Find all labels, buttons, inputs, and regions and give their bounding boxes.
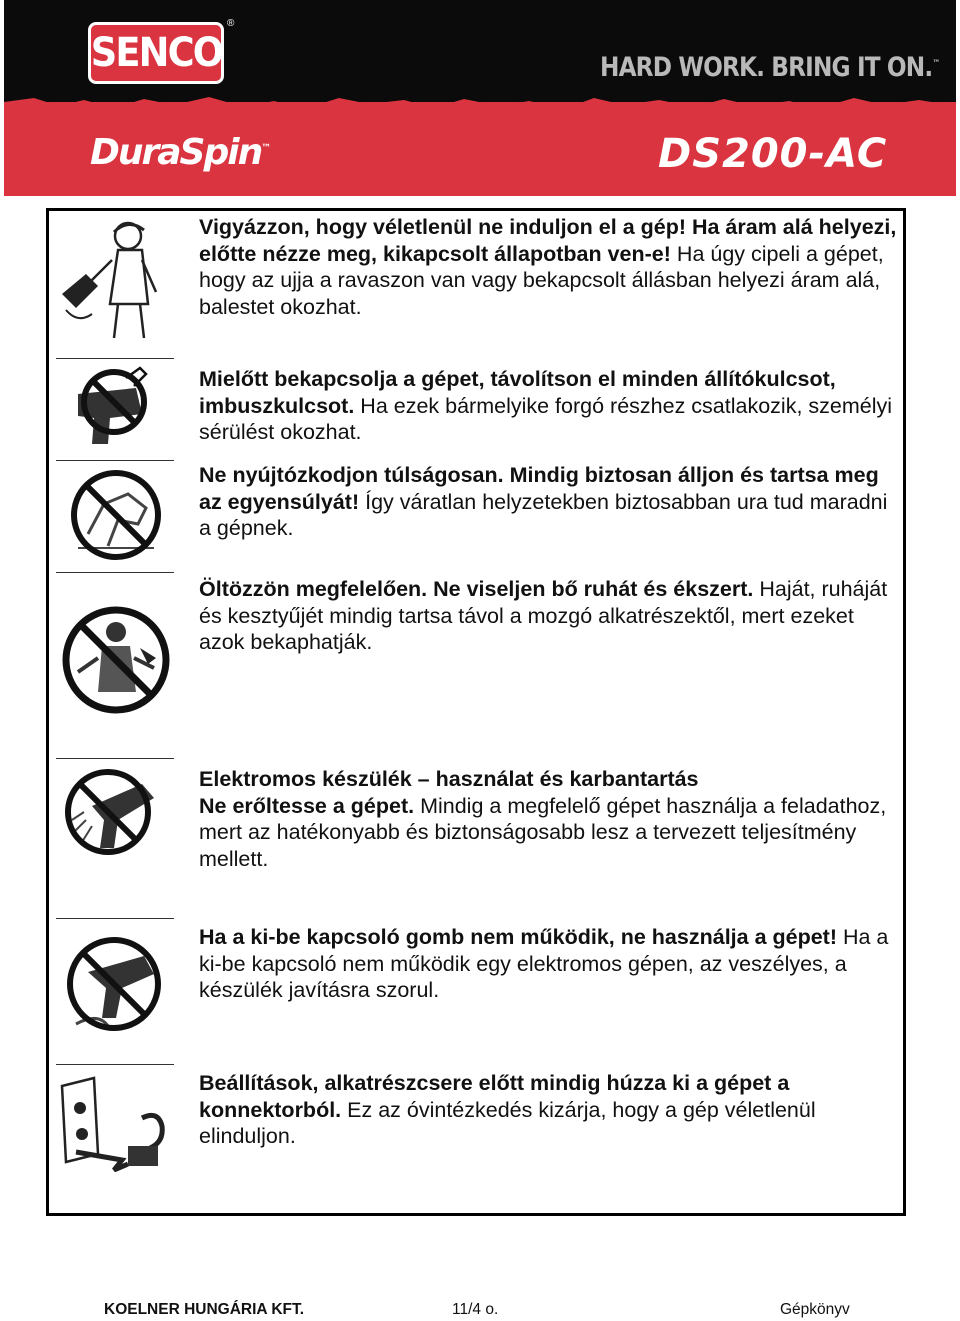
section-bold: Beállítások, alkatrészcsere előtt mindig húzza ki a gépet a konnektorból. [199, 1071, 790, 1122]
footer-company: KOELNER HUNGÁRIA KFT. [104, 1301, 305, 1318]
header-torn-edge [4, 92, 956, 114]
section-bold: Ne nyújtózkodjon túlságosan. Mindig biztosan álljon és tartsa meg az egyensúlyát! [199, 463, 879, 514]
safety-section-6 [199, 924, 899, 1004]
section-text: Haját, ruháját és kesztyűjét mindig tartsa távol a mozgó alkatrészektől, mert ezeket azok bekaphatják. [199, 577, 888, 654]
section-text: Ha úgy cipeli a gépet, hogy az ujja a ravaszon van vagy bekapcsolt állásban helyezi áram alá, balestet okozhat. [199, 241, 884, 319]
footer-document-title: Gépkönyv [780, 1301, 850, 1318]
section-text: Így váratlan helyzetekben biztosabban ura tud maradni a gépnek. [199, 489, 888, 540]
divider [56, 358, 174, 359]
footer-page-number: 11/4 o. [452, 1301, 499, 1318]
slogan [600, 52, 939, 83]
safety-section-5 [199, 766, 899, 872]
no-overreach-icon [58, 464, 174, 566]
section-bold: Mielőtt bekapcsolja a gépet, távolítson el minden állítókulcsot, imbuszkulcsot. [199, 367, 836, 418]
divider [56, 1064, 174, 1065]
product-tm: ™ [261, 143, 272, 154]
section-text: Ez az óvintézkedés kizárja, hogy a gép véletlenül elinduljon. [199, 1097, 816, 1148]
safety-section-3 [199, 462, 899, 542]
section-paragraph [199, 1070, 899, 1150]
safety-section-1 [199, 214, 899, 320]
section-paragraph [199, 214, 899, 320]
section-paragraph [199, 366, 899, 446]
section-bold: Vigyázzon, hogy véletlenül ne induljon el a gép! Ha áram alá helyezi, előtte nézze meg, kikapcsolt állapotban ven-e! [199, 215, 897, 266]
divider [56, 758, 174, 759]
product-text: DuraSpin [90, 132, 262, 173]
unplug-icon [58, 1072, 174, 1172]
no-forcing-tool-icon [58, 762, 174, 862]
product-name [90, 132, 271, 173]
content-frame [46, 208, 906, 1216]
section-bold: Ha a ki-be kapcsoló gomb nem működik, ne használja a gépet! [199, 925, 837, 949]
section-paragraph [199, 793, 899, 873]
brand-text: SENCO [90, 30, 222, 76]
section-bold: Öltözzön megfelelően. Ne viseljen bő ruhát és ékszert. [199, 577, 754, 601]
section-heading: Elektromos készülék – használat és karbantartás [199, 767, 699, 791]
senco-logo [88, 22, 224, 84]
safety-section-2 [199, 366, 899, 446]
safety-section-4 [199, 576, 899, 656]
section-bold: Ne erőltesse a gépet. [199, 793, 415, 818]
divider [56, 460, 174, 461]
section-paragraph [199, 462, 899, 542]
slogan-text: HARD WORK. BRING IT ON. [600, 52, 933, 83]
no-loose-clothing-icon [58, 598, 174, 720]
section-text: Ha ezek bármelyike forgó részhez csatlakozik, személyi sérülést okozhat. [199, 393, 893, 444]
faulty-switch-icon [58, 926, 174, 1036]
section-text: Mindig a megfelelő gépet használja a feladathoz, mert az hatékonyabb és biztonságosabb lesz a tervezett teljesítmény mellett. [199, 793, 887, 871]
model-number: DS200-AC [658, 131, 888, 177]
divider [56, 918, 174, 919]
section-paragraph [199, 576, 899, 656]
section-paragraph [199, 924, 899, 1004]
section-text: Ha a ki-be kapcsoló nem működik egy elektromos gépen, az veszélyes, a készülék javításra szorul. [199, 925, 889, 1002]
registered-mark: ® [227, 18, 235, 29]
slogan-tm: ™ [932, 59, 940, 69]
no-adjusting-key-icon [58, 364, 174, 458]
safety-section-7 [199, 1070, 899, 1150]
divider [56, 572, 174, 573]
person-holding-tool-icon [58, 214, 174, 344]
